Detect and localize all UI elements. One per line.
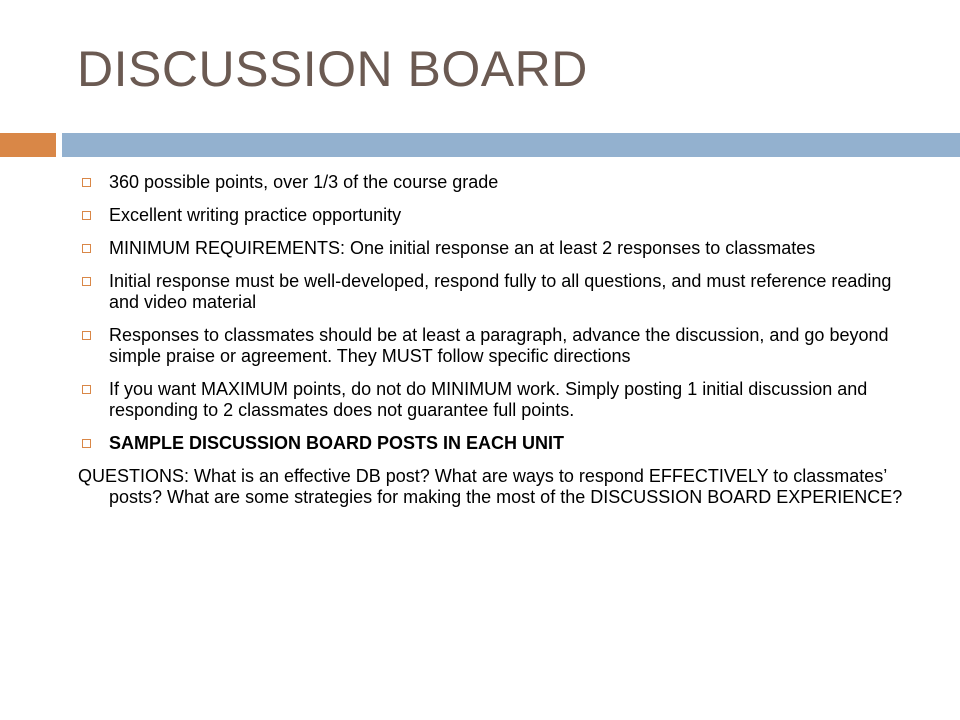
bullet-item: [78, 379, 908, 421]
bullet-item-sample-posts: [78, 433, 908, 454]
bullet-item: [78, 205, 908, 226]
square-bullet-icon: [82, 385, 91, 394]
bullet-text: MINIMUM REQUIREMENTS: One initial response an at least 2 responses to classmates: [109, 238, 816, 258]
bullet-text: If you want MAXIMUM points, do not do MINIMUM work. Simply posting 1 initial discussion and responding to 2 classmates does not guarantee full points.: [109, 379, 868, 420]
slide-title: DISCUSSION BOARD: [77, 41, 588, 97]
square-bullet-icon: [82, 178, 91, 187]
questions-paragraph: QUESTIONS: What is an effective DB post? What are ways to respond EFFECTIVELY to classmates’ posts? What are some strategies for making the most of the DISCUSSION BOARD EXPERIENCE?: [78, 466, 903, 507]
bullet-text: Excellent writing practice opportunity: [109, 205, 402, 225]
bullet-text: SAMPLE DISCUSSION BOARD POSTS IN EACH UNIT: [109, 433, 565, 453]
title-underline-bar: [62, 133, 960, 157]
square-bullet-icon: [82, 211, 91, 220]
square-bullet-icon: [82, 331, 91, 340]
bullet-item: [78, 271, 908, 313]
bullet-text: Responses to classmates should be at least a paragraph, advance the discussion, and go beyond simple praise or agreement. They MUST follow specific directions: [109, 325, 889, 366]
square-bullet-icon: [82, 277, 91, 286]
bullet-item: [78, 238, 908, 259]
bullet-item: [78, 172, 908, 193]
bullet-item: [78, 325, 908, 367]
bullet-text: Initial response must be well-developed, respond fully to all questions, and must reference reading and video material: [109, 271, 892, 312]
accent-bar: [0, 133, 56, 157]
square-bullet-icon: [82, 244, 91, 253]
bullet-text: 360 possible points, over 1/3 of the course grade: [109, 172, 499, 192]
square-bullet-icon: [82, 439, 91, 448]
slide-body: [78, 172, 908, 508]
